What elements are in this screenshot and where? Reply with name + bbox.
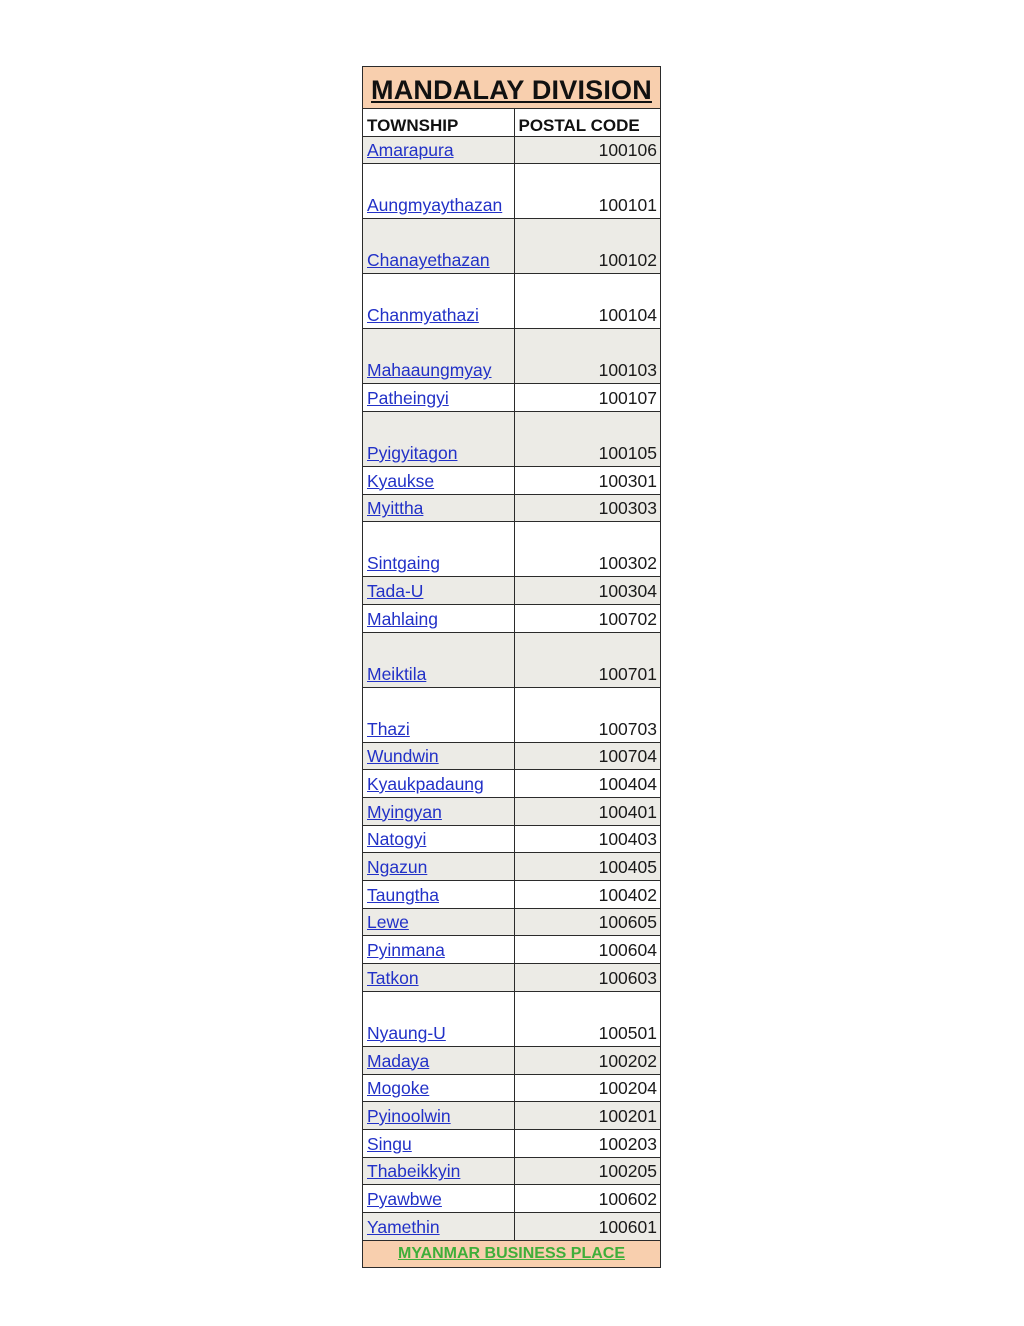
postal-code-cell: 100102 <box>514 219 660 274</box>
table-row <box>363 1046 660 1074</box>
township-link[interactable]: Wundwin <box>367 746 439 767</box>
postal-code-table <box>363 109 660 1241</box>
table-row <box>363 164 660 219</box>
postal-code-cell: 100403 <box>514 825 660 853</box>
postal-code-cell: 100104 <box>514 274 660 329</box>
table-row <box>363 274 660 329</box>
table-row <box>363 908 660 936</box>
table-body <box>363 136 660 1240</box>
township-link[interactable]: Kyaukse <box>367 470 435 491</box>
township-link[interactable]: Pyigyitagon <box>367 442 458 463</box>
postal-code-cell: 100103 <box>514 329 660 384</box>
table-row <box>363 1102 660 1130</box>
township-link[interactable]: Singu <box>367 1133 412 1154</box>
table-row <box>363 991 660 1046</box>
township-cell <box>363 881 514 909</box>
postal-code-cell: 100205 <box>514 1157 660 1185</box>
postal-code-cell: 100601 <box>514 1212 660 1240</box>
township-cell <box>363 329 514 384</box>
township-cell <box>363 798 514 826</box>
postal-code-cell: 100602 <box>514 1185 660 1213</box>
township-cell <box>363 1046 514 1074</box>
table-row <box>363 577 660 605</box>
township-cell <box>363 219 514 274</box>
township-link[interactable]: Pyinmana <box>367 940 445 961</box>
postal-code-cell: 100303 <box>514 494 660 522</box>
postal-code-cell: 100605 <box>514 908 660 936</box>
postal-code-cell: 100603 <box>514 964 660 992</box>
postal-code-cell: 100203 <box>514 1129 660 1157</box>
postal-code-cell: 100101 <box>514 164 660 219</box>
township-cell <box>363 494 514 522</box>
township-link[interactable]: Mahaaungmyay <box>367 360 492 381</box>
postal-code-cell: 100401 <box>514 798 660 826</box>
column-header-postal-code: POSTAL CODE <box>514 109 660 136</box>
postal-code-cell: 100703 <box>514 687 660 742</box>
township-cell <box>363 164 514 219</box>
table-header-row <box>363 109 660 136</box>
township-cell <box>363 936 514 964</box>
table-row <box>363 604 660 632</box>
postal-code-cell: 100302 <box>514 522 660 577</box>
township-cell <box>363 577 514 605</box>
township-cell <box>363 687 514 742</box>
township-link[interactable]: Aungmyaythazan <box>367 195 503 216</box>
postal-code-cell: 100702 <box>514 604 660 632</box>
township-cell <box>363 411 514 466</box>
table-row <box>363 136 660 164</box>
township-cell <box>363 522 514 577</box>
table-row <box>363 632 660 687</box>
township-link[interactable]: Meiktila <box>367 663 427 684</box>
table-row <box>363 522 660 577</box>
table-row <box>363 825 660 853</box>
table-row <box>363 1129 660 1157</box>
postal-code-cell: 100106 <box>514 136 660 164</box>
township-cell <box>363 604 514 632</box>
table-row <box>363 853 660 881</box>
table-row <box>363 329 660 384</box>
postal-code-cell: 100604 <box>514 936 660 964</box>
table-row <box>363 466 660 494</box>
township-link[interactable]: Taungtha <box>367 884 440 905</box>
table-row <box>363 1157 660 1185</box>
table-row <box>363 687 660 742</box>
column-header-township: TOWNSHIP <box>363 109 514 136</box>
township-link[interactable]: Myittha <box>367 498 424 519</box>
table-row <box>363 384 660 412</box>
postal-code-cell: 100704 <box>514 742 660 770</box>
township-cell <box>363 1102 514 1130</box>
table-row <box>363 798 660 826</box>
township-cell <box>363 1129 514 1157</box>
township-link[interactable]: Sintgaing <box>367 553 440 574</box>
township-cell <box>363 991 514 1046</box>
township-cell <box>363 853 514 881</box>
township-link[interactable]: Myingyan <box>367 801 442 822</box>
township-link[interactable]: Mahlaing <box>367 608 439 629</box>
township-link[interactable]: Madaya <box>367 1050 430 1071</box>
postal-code-cell: 100404 <box>514 770 660 798</box>
footer-label[interactable]: MYANMAR BUSINESS PLACE <box>363 1241 660 1267</box>
postal-code-cell: 100204 <box>514 1074 660 1102</box>
table-row <box>363 411 660 466</box>
township-link[interactable]: Mogoke <box>367 1078 430 1099</box>
table-row <box>363 1185 660 1213</box>
township-link[interactable]: Amarapura <box>367 140 454 161</box>
township-link[interactable]: Yamethin <box>367 1216 440 1237</box>
township-link[interactable]: Tada-U <box>367 580 424 601</box>
township-link[interactable]: Pyinoolwin <box>367 1105 451 1126</box>
township-cell <box>363 632 514 687</box>
sheet-title: MANDALAY DIVISION <box>363 67 660 109</box>
table-row <box>363 881 660 909</box>
township-link[interactable]: Chanayethazan <box>367 250 490 271</box>
postal-code-cell: 100402 <box>514 881 660 909</box>
township-link[interactable]: Lewe <box>367 912 409 933</box>
postal-code-cell: 100107 <box>514 384 660 412</box>
township-link[interactable]: Thabeikkyin <box>367 1161 461 1182</box>
postal-code-cell: 100202 <box>514 1046 660 1074</box>
township-cell <box>363 136 514 164</box>
table-row <box>363 1212 660 1240</box>
township-link[interactable]: Thazi <box>367 718 410 739</box>
township-cell <box>363 466 514 494</box>
township-cell <box>363 274 514 329</box>
township-link[interactable]: Nyaung-U <box>367 1022 446 1043</box>
postal-code-sheet <box>362 66 661 1268</box>
table-row <box>363 219 660 274</box>
township-cell <box>363 1212 514 1240</box>
township-link[interactable]: Patheingyi <box>367 387 449 408</box>
township-cell <box>363 964 514 992</box>
table-row <box>363 964 660 992</box>
township-cell <box>363 908 514 936</box>
township-link[interactable]: Ngazun <box>367 857 428 878</box>
township-link[interactable]: Kyaukpadaung <box>367 774 484 794</box>
postal-code-cell: 100304 <box>514 577 660 605</box>
township-cell <box>363 1074 514 1102</box>
township-link[interactable]: Tatkon <box>367 967 419 988</box>
township-cell <box>363 1157 514 1185</box>
table-row <box>363 1074 660 1102</box>
township-link[interactable]: Pyawbwe <box>367 1188 442 1209</box>
postal-code-cell: 100201 <box>514 1102 660 1130</box>
township-cell <box>363 1185 514 1213</box>
postal-code-cell: 100405 <box>514 853 660 881</box>
postal-code-cell: 100301 <box>514 466 660 494</box>
table-row <box>363 494 660 522</box>
postal-code-cell: 100701 <box>514 632 660 687</box>
table-row <box>363 742 660 770</box>
township-cell <box>363 384 514 412</box>
township-cell <box>363 825 514 853</box>
postal-code-cell: 100105 <box>514 411 660 466</box>
township-link[interactable]: Chanmyathazi <box>367 305 479 326</box>
township-cell <box>363 770 514 798</box>
township-link[interactable]: Natogyi <box>367 829 427 850</box>
postal-code-cell: 100501 <box>514 991 660 1046</box>
township-cell <box>363 742 514 770</box>
table-row <box>363 770 660 798</box>
table-row <box>363 936 660 964</box>
